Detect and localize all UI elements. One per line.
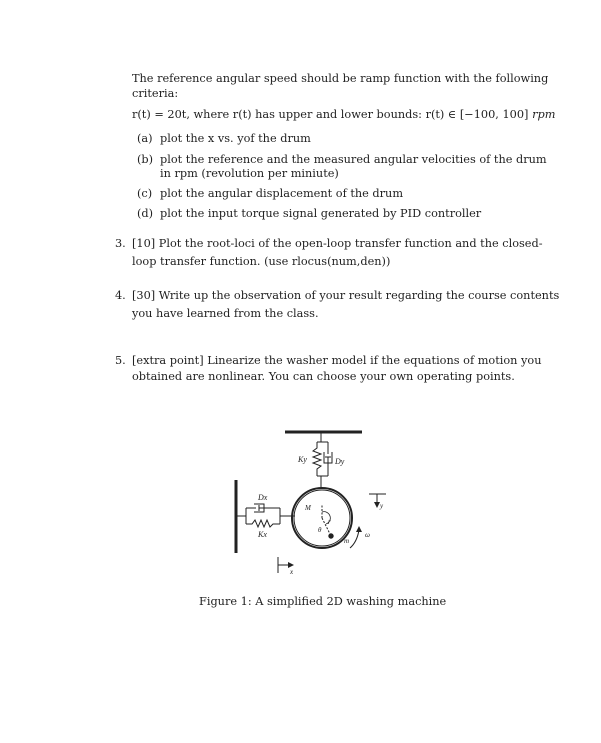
label-dy: Dy: [335, 457, 345, 466]
label-kx: Kx: [258, 530, 267, 539]
dx-damper: [246, 504, 280, 512]
omega-arrow: [350, 530, 359, 548]
label-x: x: [290, 568, 294, 576]
label-m-small: m: [344, 537, 350, 545]
subitem-text-b: plot the reference and the measured angular velocities of the drum: [160, 153, 547, 166]
dy-damper: [324, 442, 332, 476]
item-line-5a: [extra point] Linearize the washer model if the equations of motion you: [132, 354, 542, 367]
item-line-4a: [30] Write up the observation of your result regarding the course contents: [132, 289, 560, 302]
subitem-marker-a: (a): [137, 132, 153, 145]
intro-line-2: criteria:: [132, 87, 179, 100]
subitem-text-d: plot the input torque signal generated by PID controller: [160, 207, 482, 220]
item-line-3a: [10] Plot the root-loci of the open-loop transfer function and the closed-: [132, 237, 543, 250]
label-dx: Dx: [258, 493, 268, 502]
item-line-3b: loop transfer function. (use rlocus(num,den)): [132, 255, 391, 268]
subitem-text-a: plot the x vs. yof the drum: [160, 132, 311, 145]
intro-line-1: The reference angular speed should be ramp function with the following: [132, 72, 549, 85]
small-mass: [329, 534, 333, 538]
subitem-text-b-2: in rpm (revolution per miniute): [160, 167, 339, 180]
figure-caption: Figure 1: A simplified 2D washing machine: [199, 595, 447, 608]
subitem-marker-b: (b): [137, 153, 154, 166]
item-number-3: 3.: [115, 237, 126, 250]
label-m-big: M: [305, 504, 311, 512]
label-y: y: [380, 502, 384, 510]
item-line-5b: obtained are nonlinear. You can choose your own operating points.: [132, 370, 515, 383]
label-r: r: [328, 518, 331, 526]
subitem-marker-c: (c): [137, 187, 153, 200]
item-number-5: 5.: [115, 354, 126, 367]
ky-spring: [313, 442, 321, 476]
formula-unit: rpm: [532, 108, 556, 121]
label-theta: θ: [318, 526, 322, 534]
item-number-4: 4.: [115, 289, 126, 302]
item-line-4b: you have learned from the class.: [132, 307, 319, 320]
label-omega: ω: [365, 531, 370, 539]
kx-spring: [246, 520, 280, 527]
label-ky: Ky: [298, 455, 307, 464]
formula-text: r(t) = 20t, where r(t) has upper and lower bounds: r(t) ∈ [−100, 100]: [132, 108, 529, 121]
subitem-text-c: plot the angular displacement of the drum: [160, 187, 404, 200]
subitem-marker-d: (d): [137, 207, 154, 220]
